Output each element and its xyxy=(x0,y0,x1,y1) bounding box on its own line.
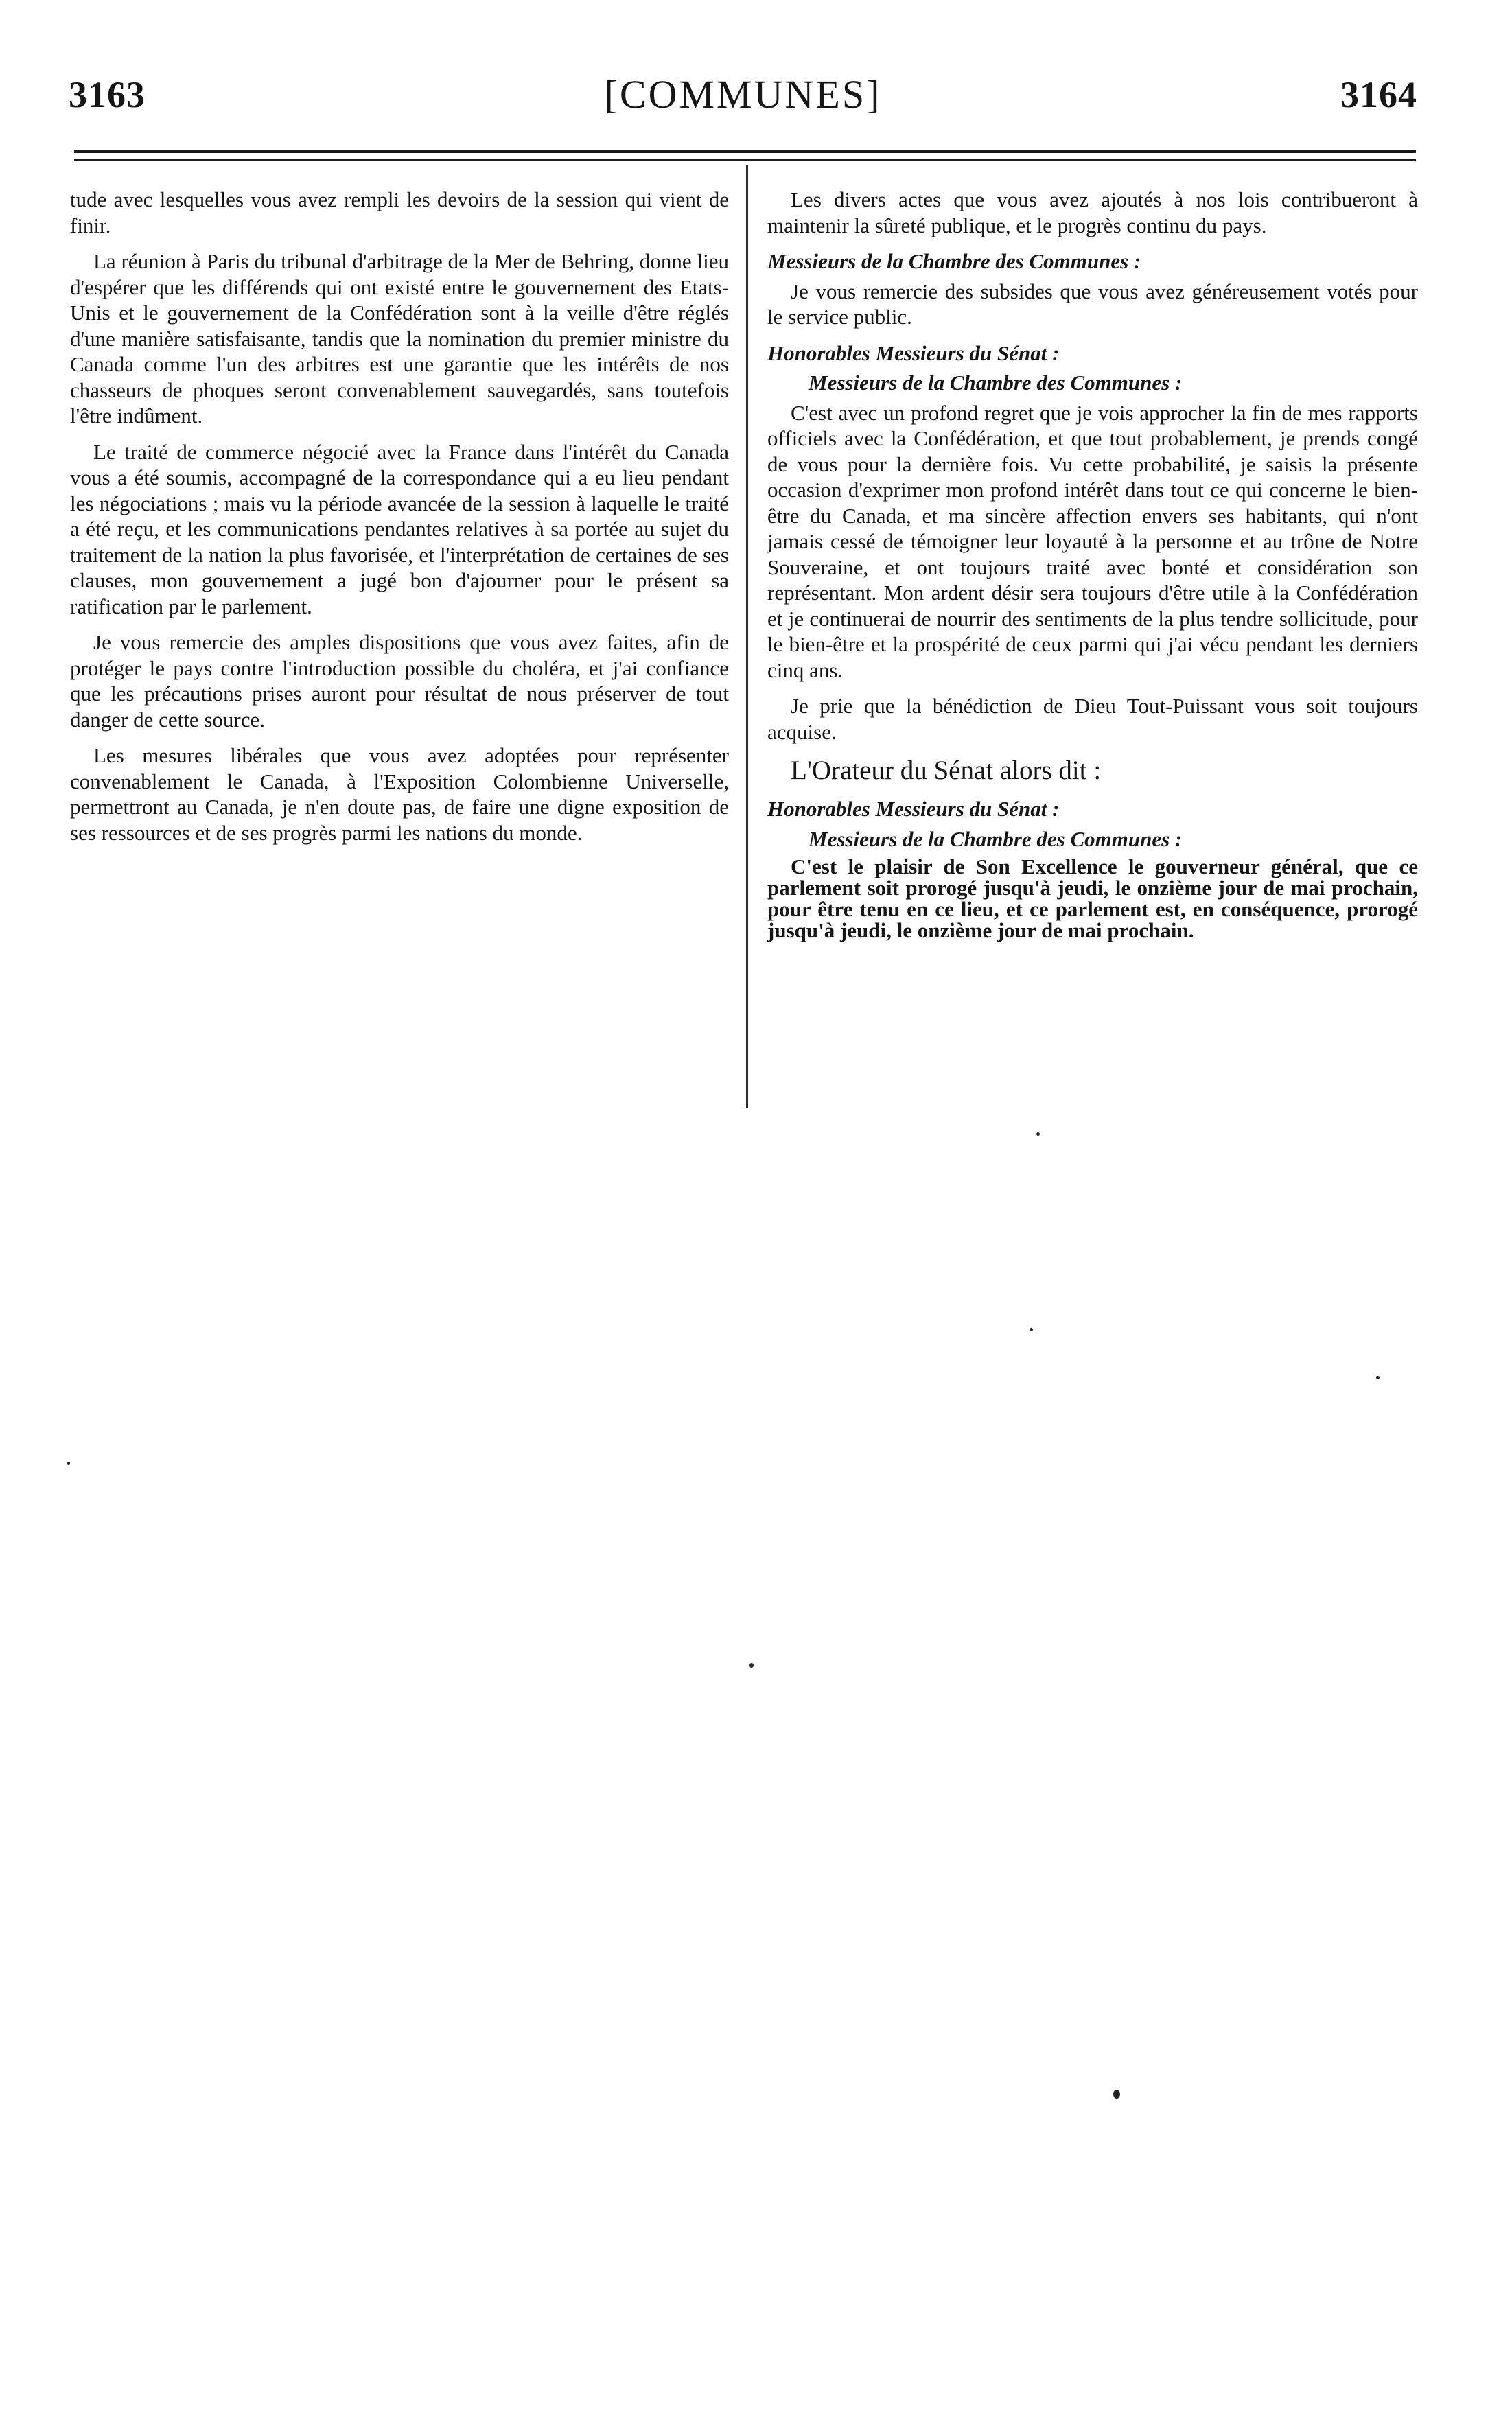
page-number-left: 3163 xyxy=(69,74,146,115)
right-column xyxy=(767,187,1418,951)
scan-speck xyxy=(67,1462,70,1465)
scan-speck xyxy=(1376,1376,1380,1379)
paragraph: Les divers actes que vous avez ajoutés à nos lois contribueront à maintenir la sûreté publique, et le progrès continu du pays. xyxy=(767,187,1418,237)
address-heading: Messieurs de la Chambre des Communes : xyxy=(767,249,1141,273)
paragraph: La réunion à Paris du tribunal d'arbitrage de la Mer de Behring, donne lieu d'espérer que les différends qui ont existé entre le gouvernement des Etats-Unis et le gouvernement de la Confédération sont à la veille d'être réglés d'une manière satisfaisante, tandis que la nomination du premier ministre du Canada comme l'un des arbitres est une garantie que les intérêts de nos chasseurs de phoques seront convenablement sauvegardés, sans toutefois l'être indûment. xyxy=(70,249,729,428)
paragraph: C'est avec un profond regret que je vois approcher la fin de mes rapports officiels avec la Confédération, et que tout probablement, je prends congé de vous pour la dernière fois. Vu cette probabilité, je saisis la présente occasion d'exprimer mon profond intérêt dans tout ce qui concerne le bien-être du Canada, et ma sincère affection envers ses habitants, qui n'ont jamais cessé de témoigner leur loyauté à la personne et au trône de Notre Souveraine, et ont toujours traité avec bonté et considération son représentant. Mon ardent désir sera toujours d'être utile à la Confédération et je continuerai de nourrir des sentiments de la plus tendre sollicitude, pour le bien-être et la prospérité de ceux parmi qui j'ai vécu pendant les derniers cinq ans. xyxy=(767,400,1418,682)
address-heading: Honorables Messieurs du Sénat : xyxy=(767,340,1060,365)
paragraph: Je vous remercie des amples dispositions que vous avez faites, afin de protéger le pays contre l'introduction possible du choléra, et j'ai confiance que les précautions prises auront pour résultat de nous préserver de tout danger de cette source. xyxy=(70,630,729,732)
paragraph: C'est le plaisir de Son Excellence le gouverneur général, que ce parlement soit prorogé jusqu'à jeudi, le onzième jour de mai prochain, pour être tenu en ce lieu, et ce parlement est, en conséquence, prorogé jusqu'à jeudi, le onzième jour de mai prochain. xyxy=(767,854,1418,942)
paragraph: Je vous remercie des subsides que vous avez généreusement votés pour le service public. xyxy=(767,279,1418,329)
paragraph: Le traité de commerce négocié avec la France dans l'intérêt du Canada vous a été soumis, accompagné de la correspondance qui a eu lieu pendant les négociations ; mais vu la période avancée de la session à laquelle le traité a été reçu, et les communications pendantes relatives à sa portée au sujet du traitement de la nation la plus favorisée, et l'interprétation de certaines de ses clauses, mon gouvernement a jugé bon d'ajourner pour le présent sa ratification par le parlement. xyxy=(70,439,729,618)
page-number-right: 3164 xyxy=(1340,74,1417,115)
scan-speck xyxy=(1030,1328,1033,1331)
scan-speck xyxy=(1036,1132,1040,1136)
running-title: [COMMUNES] xyxy=(604,72,882,117)
address-subheading: Messieurs de la Chambre des Communes : xyxy=(809,371,1183,395)
address-heading: Honorables Messieurs du Sénat : xyxy=(767,797,1060,821)
paragraph: Les mesures libérales que vous avez adoptées pour représenter convenablement le Canada, à l'Exposition Colombienne Universelle, permettront au Canada, je n'en doute pas, de faire une digne exposition de ses ressources et de ses progrès parmi les nations du monde. xyxy=(70,743,729,845)
column-divider xyxy=(746,165,748,1108)
scan-speck xyxy=(1113,2090,1120,2099)
address-subheading: Messieurs de la Chambre des Communes : xyxy=(809,826,1183,851)
page-header xyxy=(69,74,1417,129)
header-rule-thick xyxy=(74,150,1416,153)
paragraph: tude avec lesquelles vous avez rempli les devoirs de la session qui vient de finir. xyxy=(70,187,729,237)
header-rule-thin xyxy=(74,159,1416,161)
scan-speck xyxy=(749,1663,754,1668)
orator-heading: L'Orateur du Sénat alors dit : xyxy=(791,756,1102,785)
paragraph: Je prie que la bénédiction de Dieu Tout-Puissant vous soit toujours acquise. xyxy=(767,694,1418,744)
left-column xyxy=(70,187,729,856)
